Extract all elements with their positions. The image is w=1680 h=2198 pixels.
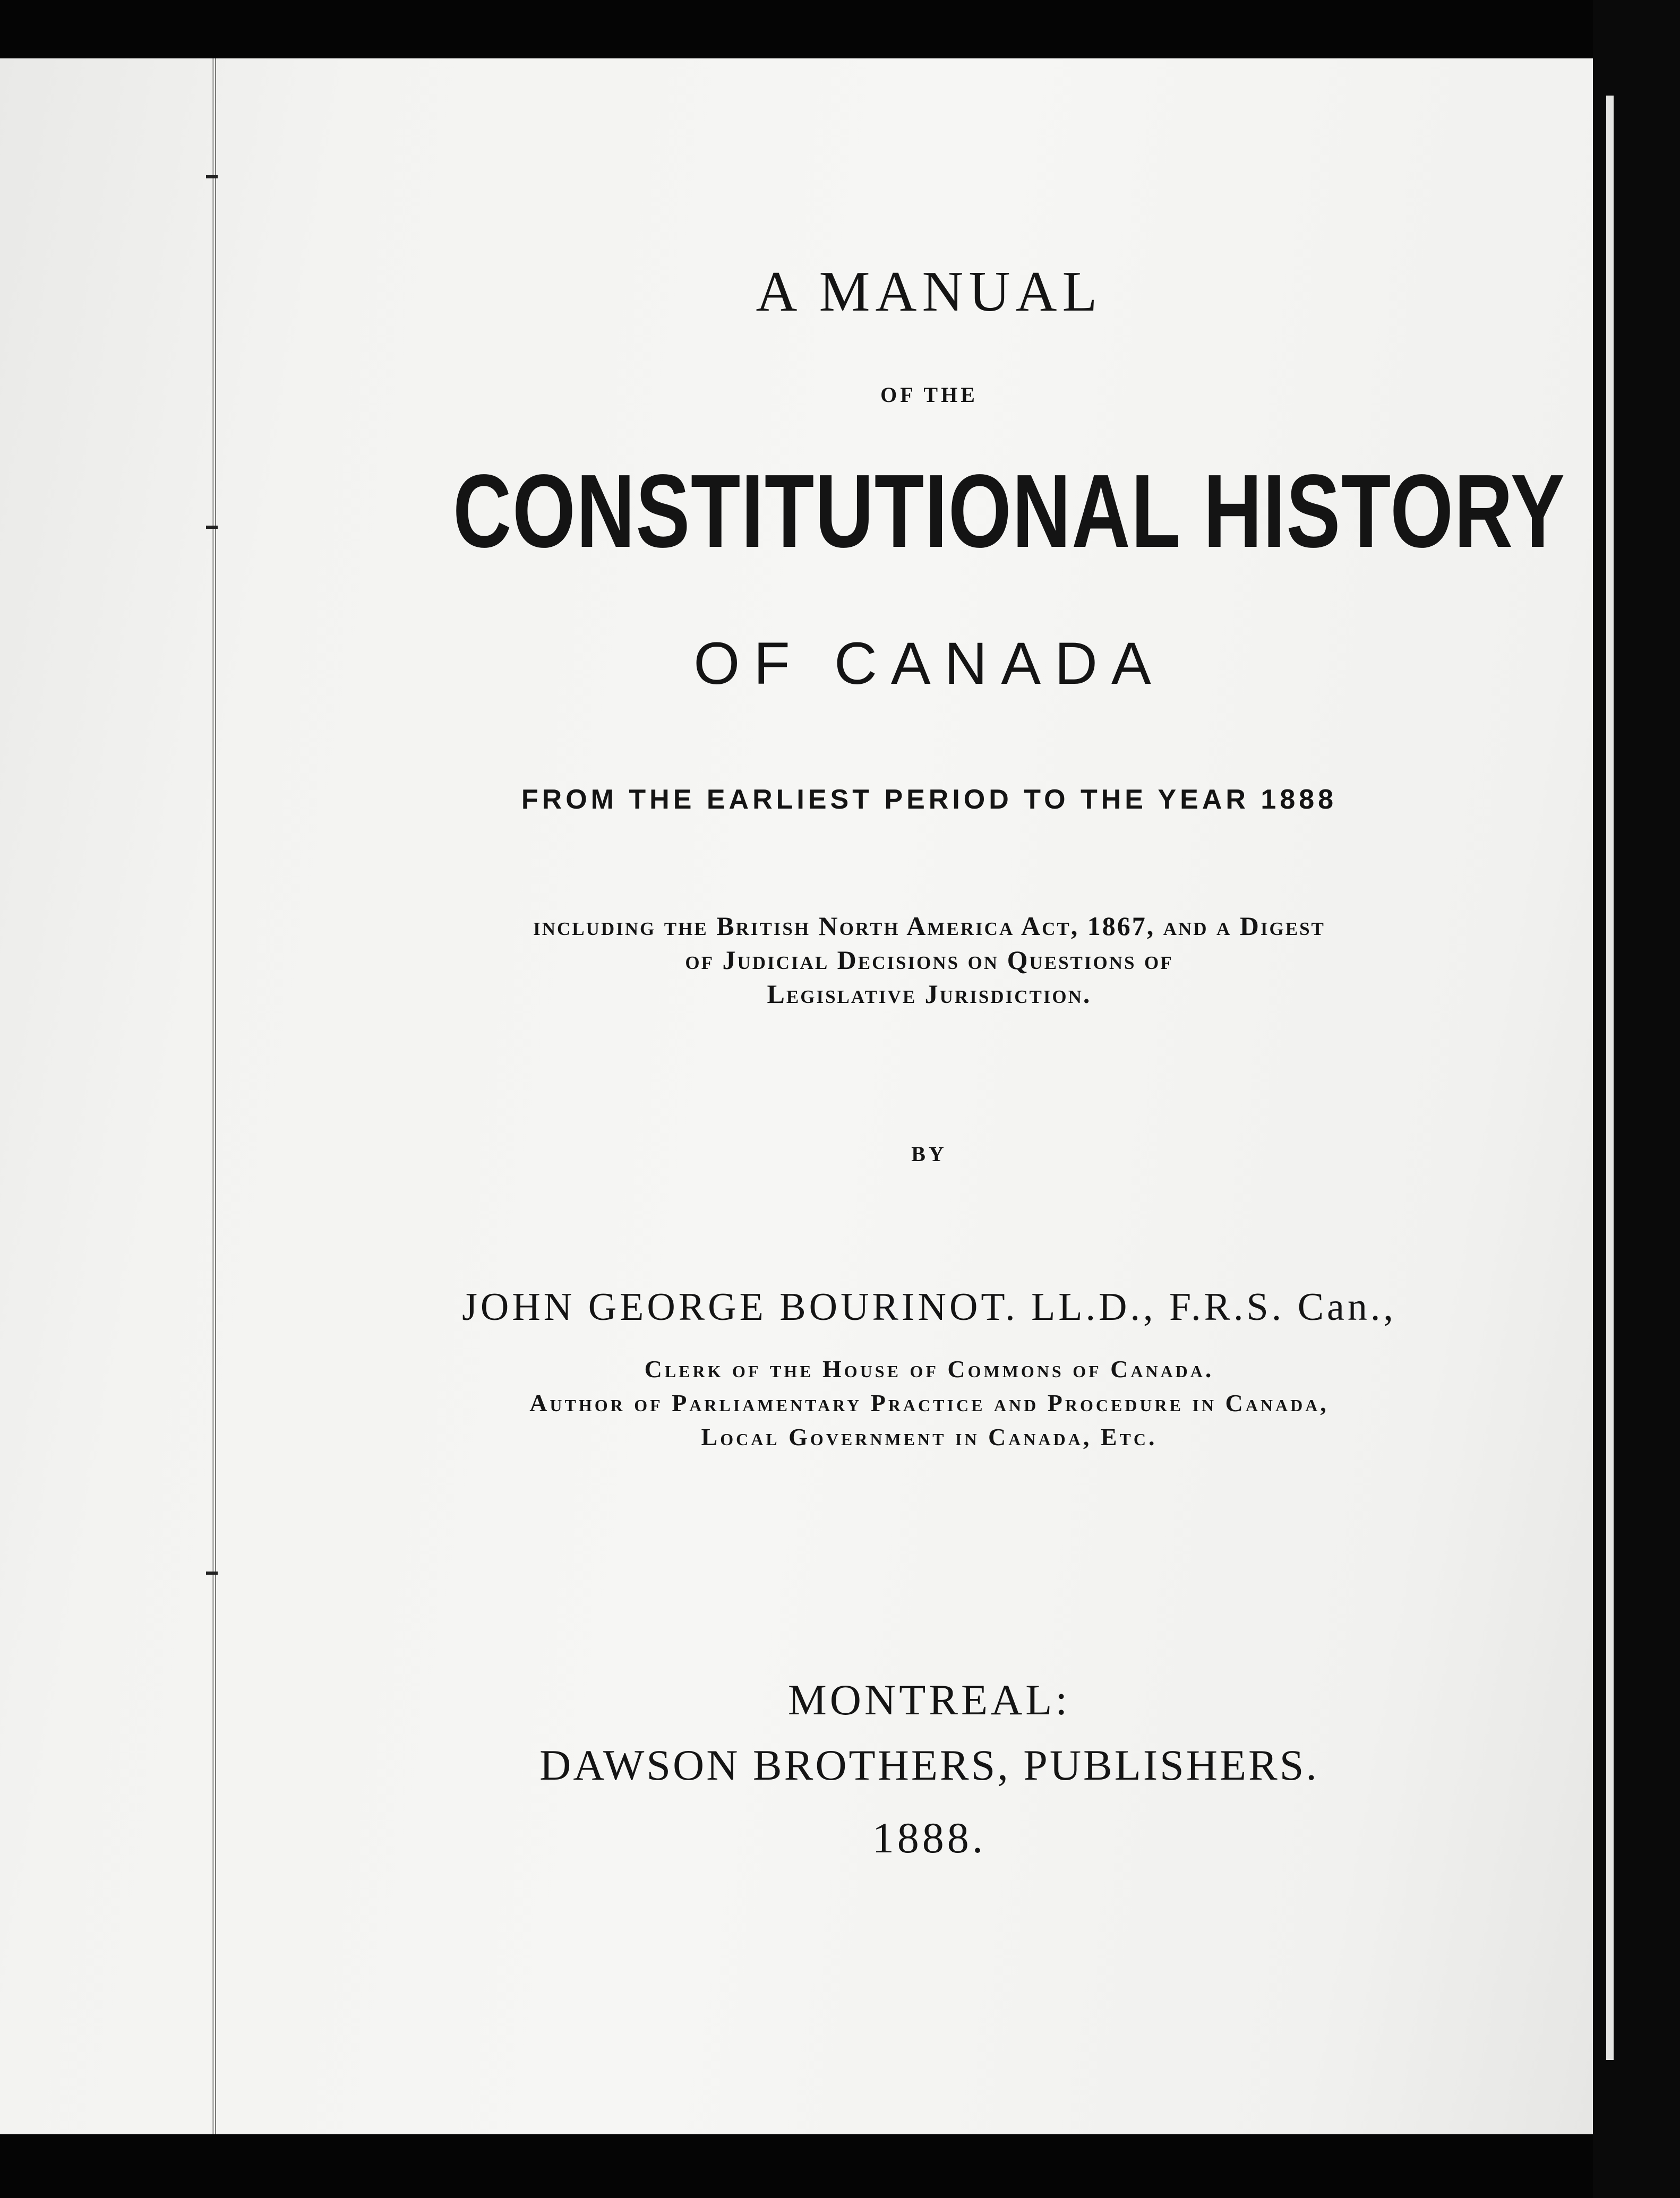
binding-mark: [206, 526, 218, 529]
binding-shadow-line: [215, 58, 216, 2134]
including-line: Legislative Jurisdiction.: [767, 979, 1092, 1009]
title-line-of-canada: OF CANADA: [693, 630, 1165, 697]
author-role-line: Local Government in Canada, Etc.: [701, 1423, 1158, 1450]
binding-fold-line: [212, 58, 214, 2134]
author-role-line: Clerk of the House of Commons of Canada.: [644, 1355, 1214, 1383]
imprint-publisher: DAWSON BROTHERS, PUBLISHERS.: [539, 1741, 1319, 1789]
title-connector: OF THE: [880, 383, 978, 407]
including-line: including the British North America Act, 1867, and a Digest: [533, 911, 1325, 941]
author-roles: [319, 1352, 1540, 1454]
by-line: BY: [911, 1142, 947, 1166]
imprint-place: MONTREAL:: [787, 1676, 1071, 1724]
binding-mark: [206, 1572, 218, 1575]
author-name: JOHN GEORGE BOURINOT. LL.D., F.R.S. Can.,: [462, 1285, 1396, 1329]
imprint-year: 1888.: [872, 1814, 987, 1862]
including-line: of Judicial Decisions on Questions of: [685, 945, 1173, 975]
subtitle-period: FROM THE EARLIEST PERIOD TO THE YEAR 1888: [521, 784, 1338, 815]
adjacent-page-edge: [1606, 96, 1614, 2060]
author-role-line: Author of Parliamentary Practice and Procedure in Canada,: [529, 1389, 1329, 1416]
title-line-a-manual: A MANUAL: [756, 260, 1103, 323]
binding-mark: [206, 175, 218, 178]
subtitle-including: [319, 909, 1540, 1011]
title-main: CONSTITUTIONAL HISTORY: [453, 453, 1566, 569]
